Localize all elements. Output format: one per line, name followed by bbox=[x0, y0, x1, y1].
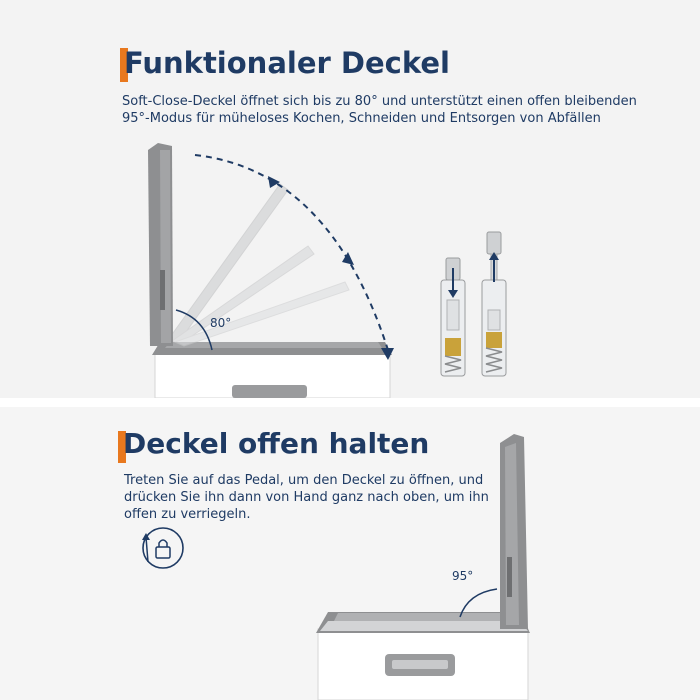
lid-locked-illustration bbox=[0, 407, 700, 700]
open-lid bbox=[500, 434, 528, 629]
description-line: 95°-Modus für müheloses Kochen, Schneiden und Entsorgen von Abfällen bbox=[122, 111, 601, 126]
lock-rotate-icon bbox=[142, 528, 183, 568]
section-title: Deckel offen halten bbox=[123, 427, 430, 460]
trash-bin-body bbox=[318, 629, 528, 700]
lid-ghost-positions bbox=[168, 184, 349, 346]
description-line: Soft-Close-Deckel öffnet sich bis zu 80° und unterstützt einen offen bleibenden bbox=[122, 94, 637, 109]
bin-handle bbox=[232, 385, 307, 398]
description-line: drücken Sie ihn dann von Hand ganz nach oben, um ihn bbox=[124, 490, 489, 505]
description-line: offen zu verriegeln. bbox=[124, 507, 251, 522]
bin-rim bbox=[316, 612, 530, 633]
description-line: Treten Sie auf das Pedal, um den Deckel zu öffnen, und bbox=[124, 473, 484, 488]
keep-lid-open-section bbox=[0, 407, 700, 700]
angle-label: 80° bbox=[210, 316, 232, 330]
soft-close-spring-compressed bbox=[441, 258, 465, 376]
trash-bin-body bbox=[155, 352, 390, 398]
open-lid bbox=[148, 143, 173, 346]
section-title: Funktionaler Deckel bbox=[124, 46, 450, 80]
angle-label: 95° bbox=[452, 569, 474, 583]
soft-close-spring-extended bbox=[482, 232, 506, 376]
